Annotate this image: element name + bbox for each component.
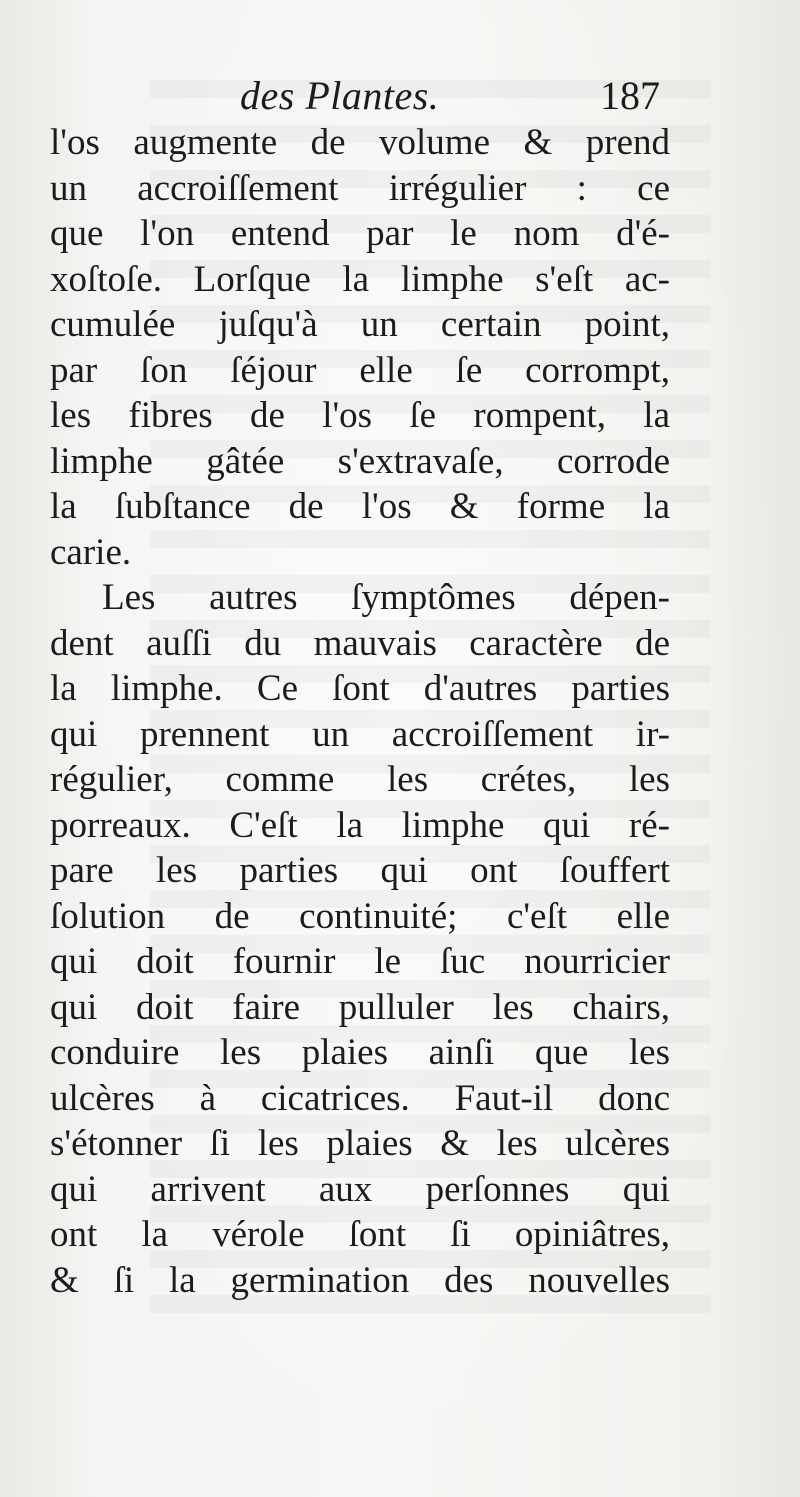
text-line: s'étonner ſi les plaies & les ulcères [50,1123,670,1164]
body-text [50,120,670,1303]
text-line: carie. [50,531,132,573]
text-line: porreaux. C'eſt la limphe qui ré- [50,804,670,846]
text-line: que l'on entend par le nom d'é- [50,213,670,254]
text-line: l'os augmente de volume & prend [50,122,670,163]
text-line: cumulée juſqu'à un certain point, [50,304,670,345]
text-line: ſolution de continuité; c'eſt elle [50,895,670,937]
paragraph [50,120,670,575]
text-line: & ſi la germination des nouvelles [50,1259,670,1301]
text-line: qui doit faire pulluler les chairs, [50,986,670,1028]
text-line: qui doit fournir le ſuc nourricier [50,941,670,982]
text-line: pare les parties qui ont ſouffert [50,850,670,891]
text-line: ulcères à cicatrices. Faut-il donc [50,1077,670,1119]
text-line: dent auſſi du mauvais caractère de [50,622,670,664]
page-number: 187 [600,73,660,118]
text-line: qui prennent un accroiſſement ir- [50,713,670,755]
text-line: les fibres de l'os ſe rompent, la [50,395,670,436]
text-line: un accroiſſement irrégulier : ce [50,167,670,209]
text-line: qui arrivent aux perſonnes qui [50,1168,670,1210]
text-line: Les autres ſymptômes dépen- [102,577,670,618]
page-header [50,68,660,124]
text-line: limphe gâtée s'extravaſe, corrode [50,440,670,482]
running-title: des Plantes. [240,73,440,118]
text-line: conduire les plaies ainſi que les [50,1032,670,1073]
text-line: par ſon ſéjour elle ſe corrompt, [50,349,670,391]
paragraph [50,575,670,1303]
text-line: régulier, comme les crétes, les [50,759,670,800]
text-line: la ſubſtance de l'os & forme la [50,486,670,527]
text-line: xoſtoſe. Lorſque la limphe s'eſt ac- [50,258,670,300]
text-line: ont la vérole ſont ſi opiniâtres, [50,1214,670,1255]
text-line: la limphe. Ce ſont d'autres parties [50,668,670,709]
